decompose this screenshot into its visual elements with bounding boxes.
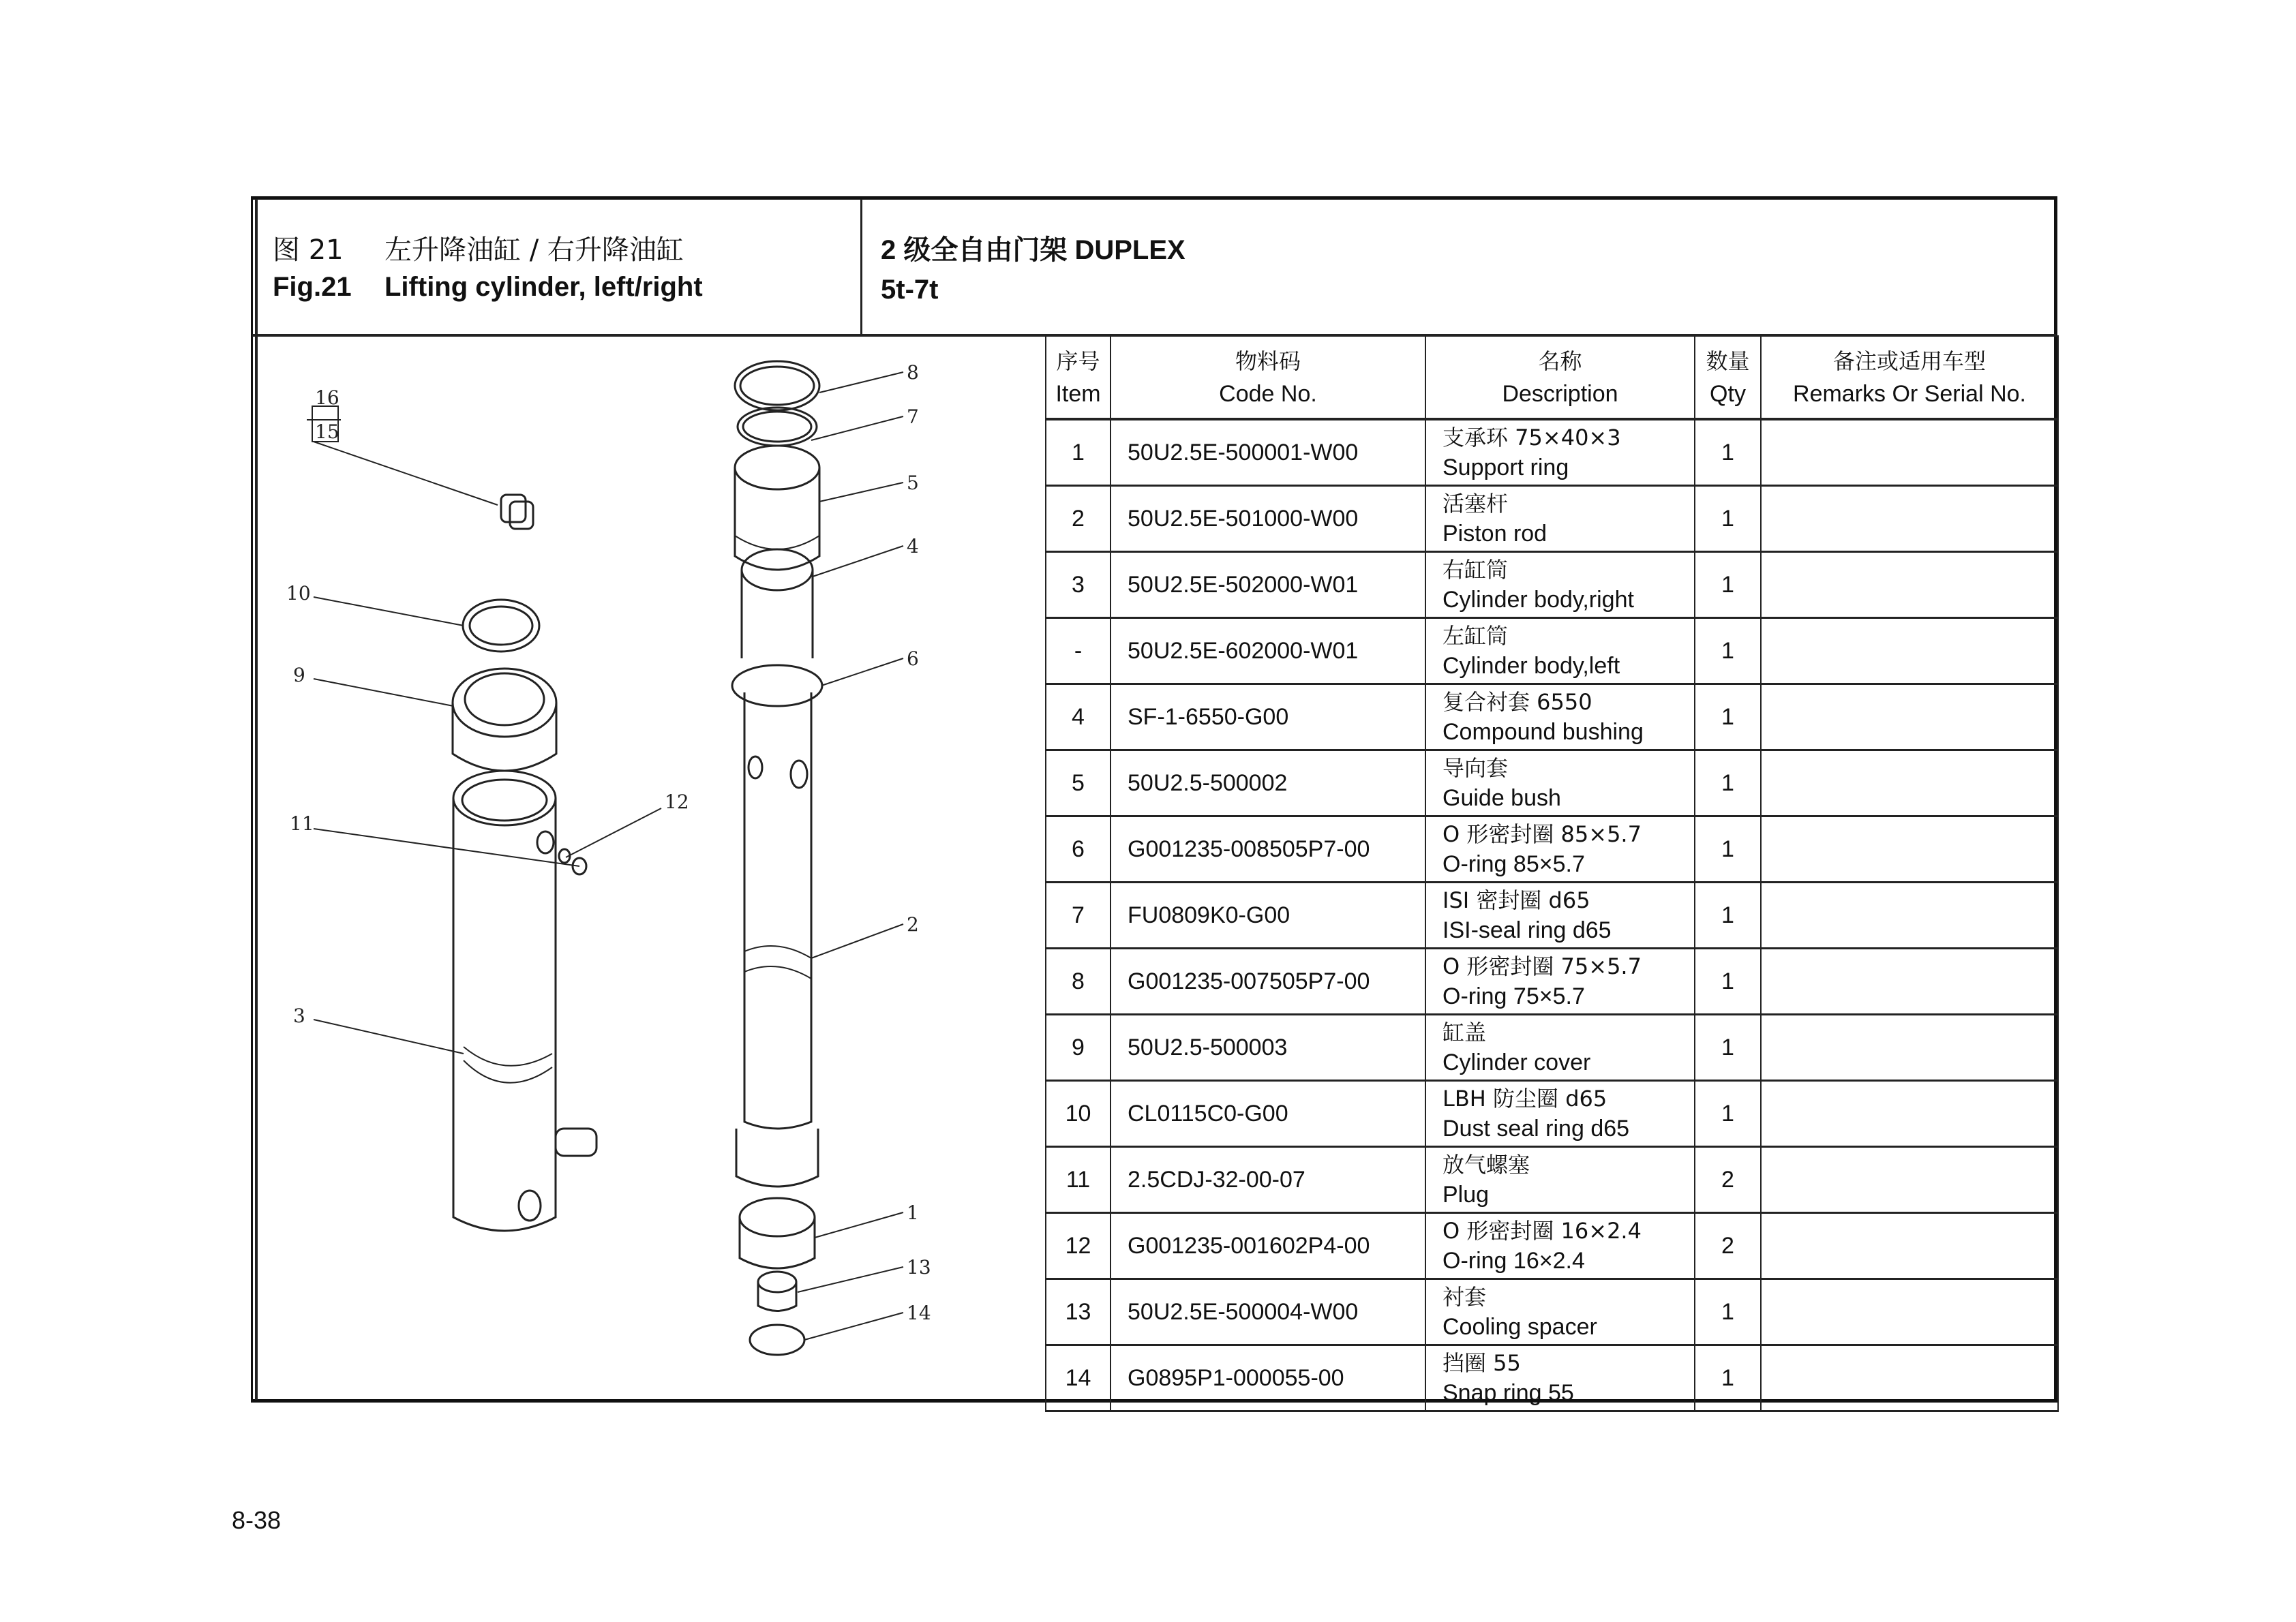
item-cell: 13 <box>1046 1279 1111 1345</box>
callout-2: 2 <box>907 913 919 936</box>
description-en: Support ring <box>1442 455 1569 480</box>
figure-title-cn: 左升降油缸 / 右升降油缸 <box>384 234 684 266</box>
item-cell: 6 <box>1046 816 1111 883</box>
mast-type: 2 级全自由门架 DUPLEX <box>881 235 1185 265</box>
callout-10: 10 <box>286 582 311 605</box>
remarks-cell <box>1761 419 2058 486</box>
description-cell <box>1425 949 1695 1015</box>
figure-number-en: Fig.21 <box>273 272 352 302</box>
col-header-code: 物料码 Code No. <box>1111 336 1425 419</box>
remarks-cell <box>1761 1279 2058 1345</box>
qty-cell: 1 <box>1695 883 1761 949</box>
qty-cell: 2 <box>1695 1147 1761 1213</box>
item-cell: 2 <box>1046 486 1111 552</box>
description-en: Plug <box>1442 1182 1490 1208</box>
callout-8: 8 <box>907 361 919 384</box>
table-row <box>1046 1015 2058 1081</box>
description-en: O-ring 16×2.4 <box>1442 1248 1585 1274</box>
remarks-cell <box>1761 1345 2058 1411</box>
description-cell <box>1425 816 1695 883</box>
remarks-cell <box>1761 486 2058 552</box>
parts-table <box>1045 335 2059 1412</box>
description-cn: ISI 密封圈 d65 <box>1442 887 1590 913</box>
item-cell: 8 <box>1046 949 1111 1015</box>
description-cn: 放气螺塞 <box>1442 1152 1530 1178</box>
table-header-row <box>1046 336 2058 419</box>
frame-double-line <box>255 199 258 1400</box>
item-cell: 10 <box>1046 1081 1111 1147</box>
col-header-remarks: 备注或适用车型 Remarks Or Serial No. <box>1761 336 2058 419</box>
qty-cell: 1 <box>1695 949 1761 1015</box>
callout-11: 11 <box>290 812 314 835</box>
description-en: Piston rod <box>1442 521 1547 547</box>
qty-cell: 1 <box>1695 750 1761 816</box>
col-header-item: 序号 Item <box>1046 336 1111 419</box>
qty-cell: 1 <box>1695 486 1761 552</box>
description-en: Guide bush <box>1442 785 1561 811</box>
code-cell: 50U2.5E-502000-W01 <box>1111 552 1425 618</box>
qty-cell: 1 <box>1695 552 1761 618</box>
code-cell: G0895P1-000055-00 <box>1111 1345 1425 1411</box>
description-en: Dust seal ring d65 <box>1442 1116 1630 1142</box>
description-cell <box>1425 1015 1695 1081</box>
callout-7: 7 <box>907 406 919 428</box>
description-en: Cylinder body,left <box>1442 653 1620 679</box>
description-en: O-ring 85×5.7 <box>1442 851 1585 877</box>
callout-1: 1 <box>907 1202 919 1224</box>
table-row <box>1046 1279 2058 1345</box>
description-cell <box>1425 1279 1695 1345</box>
callout-16: 16 <box>315 386 339 409</box>
col-header-qty: 数量 Qty <box>1695 336 1761 419</box>
description-cn: O 形密封圈 75×5.7 <box>1442 953 1642 979</box>
description-cn: LBH 防尘圈 d65 <box>1442 1086 1607 1112</box>
description-cn: 复合衬套 6550 <box>1442 689 1592 715</box>
code-cell: 50U2.5E-501000-W00 <box>1111 486 1425 552</box>
description-cn: 右缸筒 <box>1442 557 1509 583</box>
remarks-cell <box>1761 883 2058 949</box>
description-cell <box>1425 1345 1695 1411</box>
qty-cell: 1 <box>1695 618 1761 684</box>
description-en: Cooling spacer <box>1442 1314 1597 1340</box>
item-cell: 1 <box>1046 419 1111 486</box>
remarks-cell <box>1761 949 2058 1015</box>
qty-cell: 1 <box>1695 1015 1761 1081</box>
table-row <box>1046 419 2058 486</box>
qty-cell: 1 <box>1695 1081 1761 1147</box>
description-cell <box>1425 618 1695 684</box>
item-cell: - <box>1046 618 1111 684</box>
remarks-cell <box>1761 618 2058 684</box>
item-cell: 14 <box>1046 1345 1111 1411</box>
table-row <box>1046 618 2058 684</box>
description-cell <box>1425 1147 1695 1213</box>
description-cn: O 形密封圈 85×5.7 <box>1442 821 1642 847</box>
qty-cell: 1 <box>1695 684 1761 750</box>
code-cell: G001235-008505P7-00 <box>1111 816 1425 883</box>
description-en: Cylinder body,right <box>1442 587 1634 613</box>
description-cell <box>1425 684 1695 750</box>
table-row <box>1046 750 2058 816</box>
col-header-description: 名称 Description <box>1425 336 1695 419</box>
item-cell: 9 <box>1046 1015 1111 1081</box>
description-cn: 支承环 75×40×3 <box>1442 425 1621 450</box>
qty-cell: 1 <box>1695 419 1761 486</box>
description-en: Snap ring 55 <box>1442 1380 1574 1406</box>
item-cell: 12 <box>1046 1213 1111 1279</box>
plug-drawing <box>501 495 533 529</box>
description-cn: 活塞杆 <box>1442 491 1509 517</box>
code-cell: FU0809K0-G00 <box>1111 883 1425 949</box>
item-cell: 4 <box>1046 684 1111 750</box>
qty-cell: 1 <box>1695 1345 1761 1411</box>
table-row <box>1046 1081 2058 1147</box>
description-cn: 左缸筒 <box>1442 623 1509 649</box>
table-row <box>1046 684 2058 750</box>
code-cell: 50U2.5E-602000-W01 <box>1111 618 1425 684</box>
callout-14: 14 <box>907 1302 931 1324</box>
mast-info-block <box>881 230 1185 309</box>
remarks-cell <box>1761 1213 2058 1279</box>
header-vertical-divider <box>860 199 862 335</box>
remarks-cell <box>1761 1147 2058 1213</box>
table-row <box>1046 552 2058 618</box>
table-row <box>1046 1147 2058 1213</box>
table-row <box>1046 486 2058 552</box>
qty-cell: 1 <box>1695 816 1761 883</box>
description-en: Compound bushing <box>1442 719 1644 745</box>
capacity-range: 5t-7t <box>881 275 939 305</box>
code-cell: G001235-001602P4-00 <box>1111 1213 1425 1279</box>
callout-5: 5 <box>907 472 919 494</box>
figure-number-cn: 图 21 <box>273 234 344 266</box>
description-en: ISI-seal ring d65 <box>1442 917 1612 943</box>
code-cell: 50U2.5-500002 <box>1111 750 1425 816</box>
remarks-cell <box>1761 816 2058 883</box>
description-cell <box>1425 750 1695 816</box>
item-cell: 11 <box>1046 1147 1111 1213</box>
description-cell <box>1425 419 1695 486</box>
code-cell: 50U2.5E-500004-W00 <box>1111 1279 1425 1345</box>
callout-9: 9 <box>293 664 305 686</box>
description-cn: 缸盖 <box>1442 1020 1487 1045</box>
description-cn: 导向套 <box>1442 755 1509 781</box>
remarks-cell <box>1761 684 2058 750</box>
description-cn: O 形密封圈 16×2.4 <box>1442 1218 1642 1244</box>
description-cell <box>1425 883 1695 949</box>
item-cell: 3 <box>1046 552 1111 618</box>
callout-15: 15 <box>315 420 339 443</box>
description-cell <box>1425 486 1695 552</box>
table-row <box>1046 1345 2058 1411</box>
callout-6: 6 <box>907 647 919 670</box>
callout-12: 12 <box>665 791 689 813</box>
callout-4: 4 <box>907 535 919 557</box>
description-cn: 衬套 <box>1442 1284 1487 1310</box>
description-en: Cylinder cover <box>1442 1050 1591 1075</box>
description-cell <box>1425 1081 1695 1147</box>
description-cell <box>1425 1213 1695 1279</box>
remarks-cell <box>1761 750 2058 816</box>
qty-cell: 2 <box>1695 1213 1761 1279</box>
exploded-parts-drawing <box>259 338 1043 1398</box>
code-cell: CL0115C0-G00 <box>1111 1081 1425 1147</box>
remarks-cell <box>1761 552 2058 618</box>
code-cell: 50U2.5-500003 <box>1111 1015 1425 1081</box>
figure-title-en: Lifting cylinder, left/right <box>384 272 703 302</box>
figure-title-block <box>273 232 703 305</box>
page-number: 8-38 <box>232 1506 282 1534</box>
callout-3: 3 <box>293 1005 305 1027</box>
description-cell <box>1425 552 1695 618</box>
table-row <box>1046 1213 2058 1279</box>
qty-cell: 1 <box>1695 1279 1761 1345</box>
remarks-cell <box>1761 1015 2058 1081</box>
item-cell: 7 <box>1046 883 1111 949</box>
description-cn: 挡圈 55 <box>1442 1350 1521 1376</box>
code-cell: 2.5CDJ-32-00-07 <box>1111 1147 1425 1213</box>
table-row <box>1046 883 2058 949</box>
code-cell: SF-1-6550-G00 <box>1111 684 1425 750</box>
table-row <box>1046 949 2058 1015</box>
description-en: O-ring 75×5.7 <box>1442 983 1585 1009</box>
code-cell: 50U2.5E-500001-W00 <box>1111 419 1425 486</box>
code-cell: G001235-007505P7-00 <box>1111 949 1425 1015</box>
table-row <box>1046 816 2058 883</box>
remarks-cell <box>1761 1081 2058 1147</box>
callout-13: 13 <box>907 1256 931 1279</box>
item-cell: 5 <box>1046 750 1111 816</box>
